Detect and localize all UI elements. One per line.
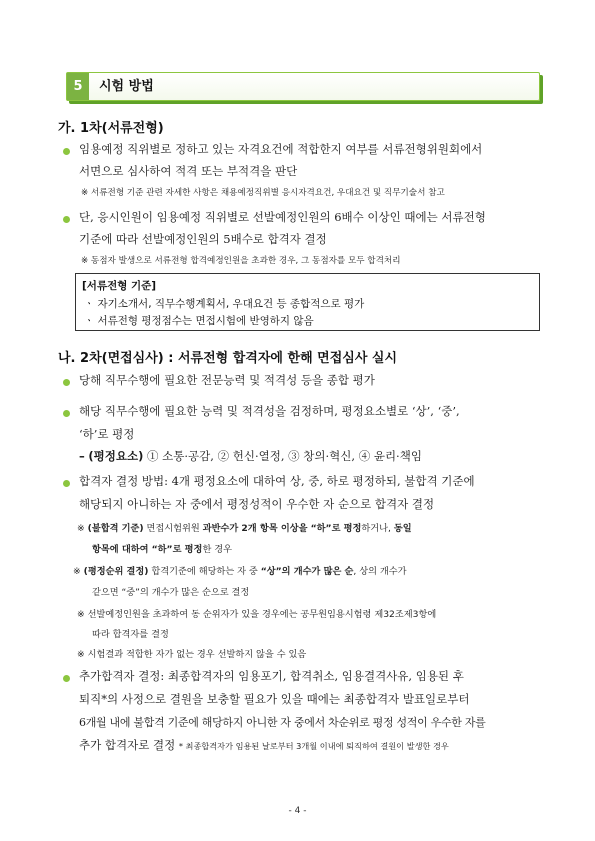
box-title: [서류전형 기준]	[82, 280, 157, 292]
note-mark: ※	[77, 523, 88, 534]
section-number: 5	[67, 73, 89, 100]
tie-note-line1: ※ 선발예정인원을 초과하여 동 순위자가 있을 경우에는 공무원임용시험령 제32조제3항에	[77, 609, 437, 620]
bullet-icon	[63, 480, 70, 487]
criteria-label: (평정요소)	[88, 449, 144, 463]
note-text: , 상의 개수가	[353, 566, 407, 577]
note-text: 면접시험위원	[143, 523, 203, 534]
section-title: 시험 방법	[99, 79, 154, 94]
step2-bullet2-line1: 해당 직무수행에 필요한 능력 및 적격성을 검정하며, 평정요소별로 ‘상’, ‘중’,	[79, 404, 460, 418]
document-criteria-box	[75, 273, 540, 331]
step1-bullet1-line2: 서면으로 심사하여 적격 또는 부적격을 판단	[79, 164, 298, 178]
criteria-line	[79, 448, 422, 464]
bullet-icon	[63, 379, 70, 386]
note-mark: ※	[73, 566, 84, 577]
note-emphasis: 항목에 대하여 “하”로 평정	[92, 544, 203, 555]
bullet4-footnote: * 최종합격자가 임용된 날로부터 3개월 이내에 퇴직하여 결원이 발생한 경우	[178, 741, 449, 751]
step2-bullet4-line1: 추가합격자 결정: 최종합격자의 임용포기, 합격취소, 임용결격사유, 임용된 후	[79, 669, 464, 683]
step1-heading: 가. 1차(서류전형)	[58, 121, 164, 136]
fail-criteria-label: (불합격 기준)	[87, 523, 144, 534]
criteria-dash: –	[79, 449, 85, 463]
bullet-icon	[63, 148, 70, 155]
step2-bullet4-line3: 6개월 내에 불합격 기준에 해당하지 아니한 자 중에서 차순위로 평정 성적이 우수한 자를	[79, 716, 486, 729]
rank-note	[73, 563, 407, 577]
bullet-icon	[63, 410, 70, 417]
tie-note-line2: 따라 합격자를 결정	[92, 629, 169, 640]
note-text: 한 경우	[202, 544, 232, 555]
step1-bullet1-line1: 임용예정 직위별로 정하고 있는 자격요건에 적합한지 여부를 서류전형위원회에서	[79, 142, 483, 156]
bullet4-text: 추가 합격자로 결정	[79, 738, 176, 752]
step2-bullet4-line4	[79, 737, 449, 753]
step2-bullet1: 당해 직무수행에 필요한 전문능력 및 적격성 등을 종합 평가	[79, 373, 375, 387]
note-text: 하거나,	[361, 523, 394, 534]
criteria-text: ① 소통·공감, ② 헌신·열정, ③ 창의·혁신, ④ 윤리·책임	[147, 449, 422, 463]
note-text: 합격기준에 해당하는 자 중	[148, 566, 261, 577]
step1-note2: ※ 동점자 발생으로 서류전형 합격예정인원을 초과한 경우, 그 동점자를 모두 합격처리	[81, 256, 401, 266]
step2-bullet2-line2: ‘하’로 평정	[79, 427, 135, 441]
fail-criteria-note-line2	[92, 541, 232, 555]
step2-heading: 나. 2차(면접심사) : 서류전형 합격자에 한해 면접심사 실시	[58, 351, 398, 366]
fail-criteria-note	[77, 520, 412, 534]
note-emphasis: 동일	[393, 523, 412, 534]
rank-note-line2: 같으면 “중”의 개수가 많은 순으로 결정	[92, 587, 250, 598]
no-selection-note: ※ 시험결과 적합한 자가 없는 경우 선발하지 않을 수 있음	[77, 649, 307, 660]
section-header	[66, 72, 540, 101]
box-item: ㆍ 서류전형 평정점수는 면접시험에 반영하지 않음	[84, 315, 314, 327]
note-emphasis: 과반수가 2개 항목 이상을 “하”로 평정	[202, 523, 362, 534]
step2-bullet3-line2: 해당되지 아니하는 자 중에서 평정성적이 우수한 자 순으로 합격자 결정	[79, 497, 435, 511]
note-emphasis: “상”의 개수가 많은 순	[260, 566, 354, 577]
step1-note1: ※ 서류전형 기준 관련 자세한 사항은 채용예정직위별 응시자격요건, 우대요건 및 직무기술서 참고	[81, 188, 445, 198]
bullet-icon	[63, 216, 70, 223]
step2-bullet4-line2: 퇴직*의 사정으로 결원을 보충할 필요가 있을 때에는 최종합격자 발표일로부터	[79, 692, 470, 706]
step2-bullet3-line1: 합격자 결정 방법: 4개 평정요소에 대하여 상, 중, 하로 평정하되, 불합격 기준에	[79, 474, 475, 488]
rank-label: (평정순위 결정)	[83, 566, 149, 577]
box-item: ㆍ 자기소개서, 직무수행계획서, 우대요건 등 종합적으로 평가	[84, 298, 365, 310]
step1-bullet2-line2: 기준에 따라 선발예정인원의 5배수로 합격자 결정	[79, 232, 327, 246]
page-number: - 4 -	[288, 806, 307, 816]
bullet-icon	[63, 675, 70, 682]
step1-bullet2-line1: 단, 응시인원이 임용예정 직위별로 선발예정인원의 6배수 이상인 때에는 서류전형	[79, 210, 486, 224]
